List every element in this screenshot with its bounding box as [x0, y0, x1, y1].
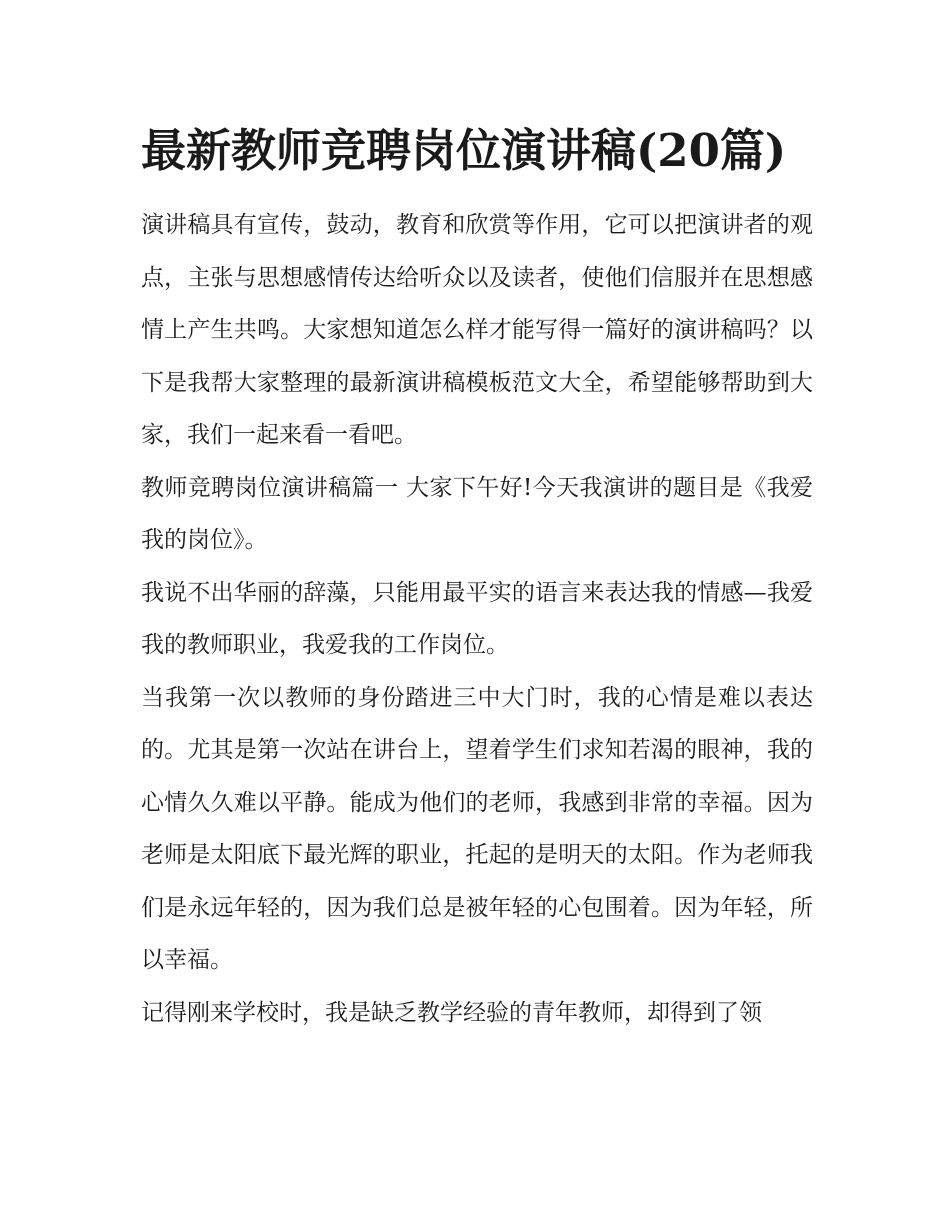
- speech-opening-paragraph: 教师竞聘岗位演讲稿篇一 大家下午好!今天我演讲的题目是《我爱我的岗位》。: [141, 474, 813, 553]
- body-paragraph: 记得刚来学校时，我是缺乏教学经验的青年教师，却得到了领: [141, 999, 762, 1026]
- document-content: [141, 112, 813, 1039]
- body-paragraph: 当我第一次以教师的身份踏进三中大门时，我的心情是难以表达的。尤其是第一次站在讲台上，望着学生们求知若渴的眼神，我的心情久久难以平静。能成为他们的老师，我感到非常的幸福。因为老师是太阳底下最光辉的职业，托起的是明天的太阳。作为老师我们是永远年轻的，因为我们总是被年轻的心包围着。因为年轻，所以幸福。: [141, 684, 813, 973]
- document-title: 最新教师竞聘岗位演讲稿(20篇): [141, 124, 787, 177]
- intro-paragraph: 演讲稿具有宣传，鼓动，教育和欣赏等作用，它可以把演讲者的观点，主张与思想感情传达给听众以及读者，使他们信服并在思想感情上产生共鸣。大家想知道怎么样才能写得一篇好的演讲稿吗？以下是我帮大家整理的最新演讲稿模板范文大全，希望能够帮助到大家，我们一起来看一看吧。: [141, 212, 813, 448]
- body-paragraph: 我说不出华丽的辞藻，只能用最平实的语言来表达我的情感—我爱我的教师职业，我爱我的工作岗位。: [141, 579, 813, 658]
